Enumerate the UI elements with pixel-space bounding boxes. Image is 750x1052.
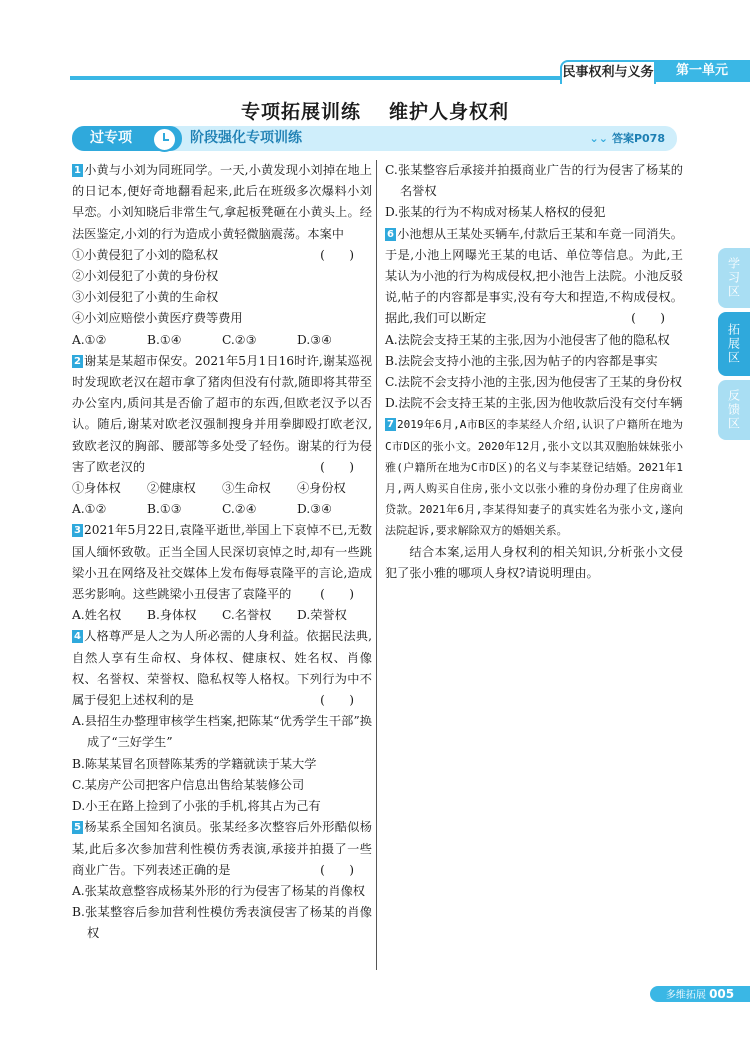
question-number: 6 <box>385 228 396 241</box>
choice-row <box>72 605 372 626</box>
question-5-continued <box>385 160 683 224</box>
choice-c[interactable]: C.法院不会支持小池的主张,因为他侵害了王某的身份权 <box>385 375 682 390</box>
choice-b[interactable]: B.①③ <box>147 502 182 517</box>
choice-c[interactable]: C.某房产公司把客户信息出售给某装修公司 <box>72 777 305 792</box>
statement: ①身体权 <box>72 481 121 496</box>
statement-row <box>72 478 372 499</box>
question-1 <box>72 160 372 351</box>
choice-c[interactable]: C.名誉权 <box>222 608 272 623</box>
page-footer <box>650 986 750 1002</box>
choice-a[interactable]: A.张某故意整容成杨某外形的行为侵害了杨某的肖像权 <box>72 883 365 898</box>
choice-row <box>72 499 372 520</box>
question-number: 4 <box>72 630 83 643</box>
choice-c[interactable]: C.张某整容后承接并拍摄商业广告的行为侵害了杨某的名誉权 <box>385 163 683 199</box>
question-number: 3 <box>72 524 83 537</box>
choice-b[interactable]: B.身体权 <box>147 608 197 623</box>
choice-d[interactable]: D.荣誉权 <box>297 608 347 623</box>
choice-a[interactable]: A.①② <box>72 332 107 347</box>
choice-b[interactable]: B.法院会支持小池的主张,因为帖子的内容都是事实 <box>385 353 658 368</box>
header-unit-tab: 第一单元 <box>654 60 750 82</box>
double-chevron-down-icon: ⌄⌄ <box>589 132 608 145</box>
side-tab-extend[interactable]: 拓展区 <box>718 312 750 376</box>
statement: ④身份权 <box>297 481 346 496</box>
answer-paren: ( ) <box>320 459 354 474</box>
choice-b[interactable]: B.张某整容后参加营利性模仿秀表演侵害了杨某的肖像权 <box>72 905 372 941</box>
answer-reference[interactable] <box>590 126 665 151</box>
statement: ③生命权 <box>222 481 271 496</box>
choice-a[interactable]: A.县招生办整理审核学生档案,把陈某“优秀学生干部”换成了“三好学生” <box>72 714 372 750</box>
question-stem: 小黄与小刘为同班同学。一天,小黄发现小刘掉在地上的日记本,便好奇地翻看起来,此后在班级多次爆料小刘早恋。小刘知晓后非常生气,拿起板凳砸在小黄头上。经法医鉴定,小刘的行为造成小黄轻微脑震荡。本案中 <box>72 163 372 241</box>
question-3 <box>72 520 372 626</box>
column-divider <box>376 160 377 970</box>
choice-d[interactable]: D.张某的行为不构成对杨某人格权的侵犯 <box>385 205 606 220</box>
banner-subtitle: 阶段强化专项训练 <box>190 130 302 146</box>
case-material: 2019年6月,A市B区的李某经人介绍,认识了户籍所在地为C市D区的张小文。2020年12月,张小文以其双胞胎妹妹张小雅(户籍所在地为C市D区)的名义与李某登记结婚。2021年1月,两人购买自住房,张小文以张小雅的身份办理了住房商业贷款。2021年6月,李某得知妻子的真实姓名为张小文,遂向法院起诉,要求解除双方的婚姻关系。 <box>385 418 683 538</box>
side-tab-learn[interactable]: 学习区 <box>718 248 750 308</box>
question-number: 2 <box>72 355 83 368</box>
choice-b[interactable]: B.陈某某冒名顶替陈某秀的学籍就读于某大学 <box>72 756 317 771</box>
left-column <box>72 160 372 945</box>
answer-paren: ( ) <box>320 862 354 877</box>
right-column <box>385 160 683 584</box>
question-prompt: 结合本案,运用人身权利的相关知识,分析张小文侵犯了张小雅的哪项人身权?请说明理由。 <box>385 544 683 580</box>
statement: ③小刘侵犯了小黄的生命权 <box>72 290 219 305</box>
question-4 <box>72 626 372 817</box>
choice-a[interactable]: A.姓名权 <box>72 608 122 623</box>
page-title <box>0 97 750 124</box>
answer-paren: ( ) <box>320 693 354 708</box>
question-7 <box>385 414 683 584</box>
choice-d[interactable]: D.小王在路上捡到了小张的手机,将其占为己有 <box>72 799 321 814</box>
choice-a[interactable]: A.①② <box>72 502 107 517</box>
question-stem: 谢某是某超市保安。2021年5月1日16时许,谢某巡视时发现欧老汉在超市拿了猪肉但没有付款,随即将其带至办公室内,质问其是否偷了超市的东西,但欧老汉予以否认。随后,谢某对欧老汉强制搜身并用拳脚殴打欧老汉,致欧老汉的胸部、腰部等多处受了轻伤。谢某的行为侵害了欧老汉的 <box>72 353 372 474</box>
question-stem: 杨某系全国知名演员。张某经多次整容后外形酷似杨某,此后多次参加营利性模仿秀表演,承接并拍摄了一些商业广告。下列表述正确的是 <box>72 820 372 877</box>
choice-a[interactable]: A.法院会支持王某的主张,因为小池侵害了他的隐私权 <box>385 332 670 347</box>
question-2 <box>72 351 372 521</box>
question-5 <box>72 817 372 944</box>
choice-b[interactable]: B.①④ <box>147 332 182 347</box>
choice-c[interactable]: C.②④ <box>222 502 257 517</box>
header-section-tab: 民事权利与义务 <box>560 60 656 84</box>
statement: ④小刘应赔偿小黄医疗费等费用 <box>72 311 243 326</box>
question-number: 1 <box>72 164 83 177</box>
footer-label: 多维拓展 <box>665 990 706 1001</box>
title-left: 专项拓展训练 <box>240 101 361 123</box>
statement: ②小刘侵犯了小黄的身份权 <box>72 269 219 284</box>
question-number: 7 <box>385 418 396 431</box>
section-banner <box>72 126 677 151</box>
title-right: 维护人身权利 <box>389 101 510 123</box>
statement: ②健康权 <box>147 481 196 496</box>
clock-icon <box>152 127 177 152</box>
question-6 <box>385 224 683 415</box>
choice-d[interactable]: D.法院不会支持王某的主张,因为他收款后没有交付车辆 <box>385 396 683 411</box>
answer-page: 答案P078 <box>611 132 665 145</box>
side-tabs <box>718 248 750 444</box>
question-stem: 小池想从王某处买辆车,付款后王某和车竟一同消失。于是,小池上网曝光王某的电话、单位等信息。为此,王某认为小池的行为构成侵权,把小池告上法院。小池反驳说,帖子的内容都是事实,没有夸大和捏造,不构成侵权。据此,我们可以断定 <box>385 226 683 326</box>
choice-d[interactable]: D.③④ <box>297 332 333 347</box>
question-number: 5 <box>72 821 83 834</box>
answer-paren: ( ) <box>320 247 354 262</box>
statement: ①小黄侵犯了小刘的隐私权 <box>72 247 219 262</box>
banner-pill: 过专项 <box>72 126 182 151</box>
answer-paren: ( ) <box>320 587 354 602</box>
question-stem: 人格尊严是人之为人所必需的人身利益。依据民法典,自然人享有生命权、身体权、健康权、姓名权、肖像权、名誉权、荣誉权、隐私权等人格权。下列行为中不属于侵犯上述权利的是 <box>72 629 372 708</box>
page-number: 005 <box>709 987 735 1001</box>
question-stem: 2021年5月22日,袁隆平逝世,举国上下哀悼不已,无数国人缅怀致敬。正当全国人民深切哀悼之时,却有一些跳梁小丑在网络及社交媒体上发布侮辱袁隆平的言论,造成恶劣影响。这些跳梁小丑侵害了袁隆平的 <box>72 523 372 602</box>
answer-paren: ( ) <box>631 311 665 326</box>
choice-c[interactable]: C.②③ <box>222 332 257 347</box>
choice-row <box>72 330 372 351</box>
choice-d[interactable]: D.③④ <box>297 502 333 517</box>
side-tab-feedback[interactable]: 反馈区 <box>718 380 750 440</box>
